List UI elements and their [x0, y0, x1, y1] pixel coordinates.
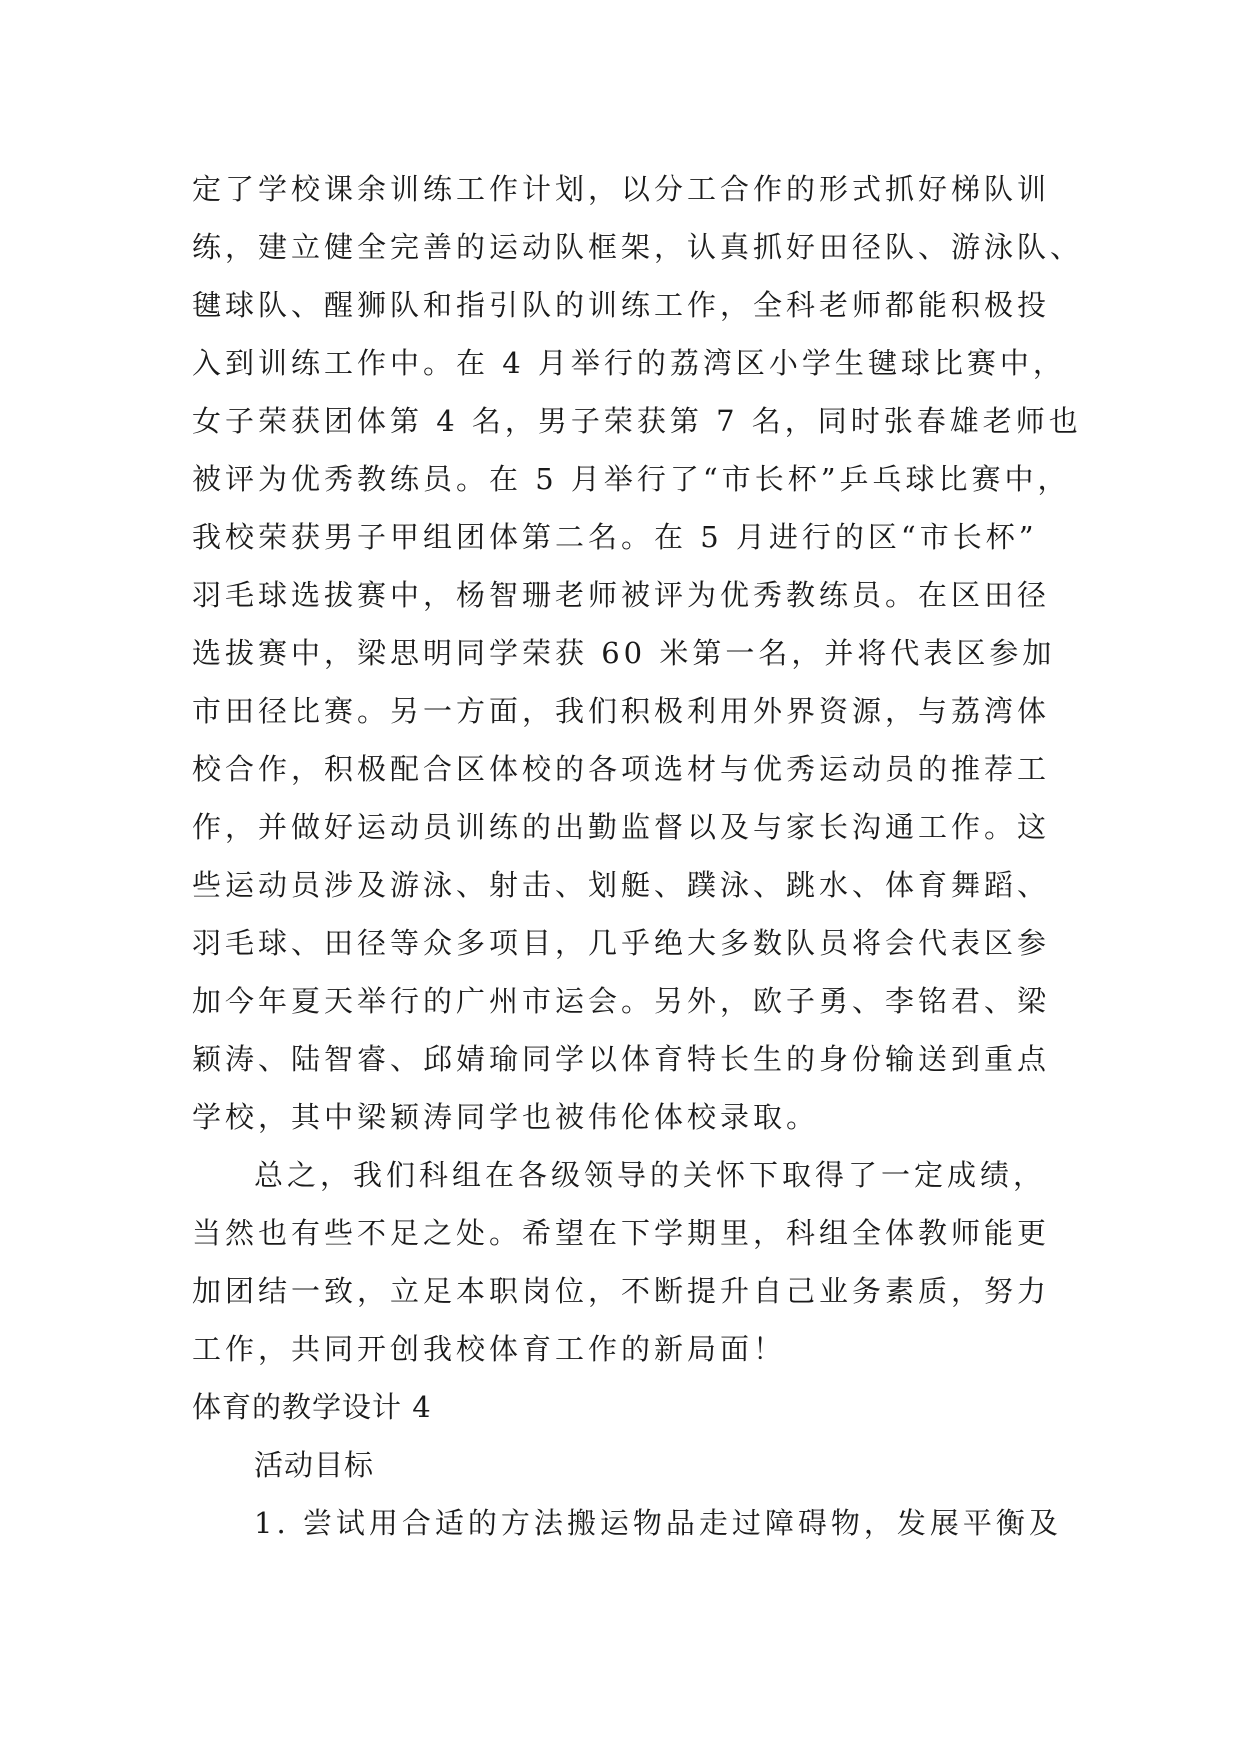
text-line: 作，并做好运动员训练的出勤监督以及与家长沟通工作。这 [192, 810, 1051, 844]
text-line: 入到训练工作中。在 4 月举行的荔湾区小学生毽球比赛中， [192, 346, 1066, 380]
document-body [192, 160, 1084, 1552]
text-line: 颖涛、陆智睿、邱婧瑜同学以体育特长生的身份输送到重点 [192, 1042, 1051, 1076]
text-line: 我校荣获男子甲组团体第二名。在 5 月进行的区“市长杯” [192, 520, 1038, 554]
text-line: 当然也有些不足之处。希望在下学期里，科组全体教师能更 [192, 1216, 1051, 1250]
text-line: 些运动员涉及游泳、射击、划艇、蹼泳、跳水、体育舞蹈、 [192, 868, 1051, 902]
text-line: 定了学校课余训练工作计划，以分工合作的形式抓好梯队训 [192, 172, 1051, 206]
text-line: 羽毛球、田径等众多项目，几乎绝大多数队员将会代表区参 [192, 926, 1051, 960]
text-line: 校合作，积极配合区体校的各项选材与优秀运动员的推荐工 [192, 752, 1051, 786]
list-item-1 [192, 1494, 1062, 1552]
text-line: 羽毛球选拔赛中，杨智珊老师被评为优秀教练员。在区田径 [192, 578, 1051, 612]
text-line: 市田径比赛。另一方面，我们积极利用外界资源，与荔湾体 [192, 694, 1051, 728]
text-line: 1. 尝试用合适的方法搬运物品走过障碍物，发展平衡及 [254, 1506, 1062, 1540]
paragraph-conclusion [192, 1146, 1052, 1378]
text-line: 工作，共同开创我校体育工作的新局面！ [192, 1332, 787, 1366]
text-line: 加团结一致，立足本职岗位，不断提升自己业务素质，努力 [192, 1274, 1051, 1308]
text-line: 练，建立健全完善的运动队框架，认真抓好田径队、游泳队、 [192, 230, 1084, 264]
section-title: 体育的教学设计 4 [192, 1390, 432, 1424]
text-line: 加今年夏天举行的广州市运会。另外，欧子勇、李铭君、梁 [192, 984, 1051, 1018]
paragraph-training-summary [192, 160, 1084, 1146]
text-line: 总之，我们科组在各级领导的关怀下取得了一定成绩， [254, 1158, 1047, 1192]
text-line: 选拔赛中，梁思明同学荣获 60 米第一名，并将代表区参加 [192, 636, 1056, 670]
text-line: 学校，其中梁颖涛同学也被伟伦体校录取。 [192, 1100, 820, 1134]
text-line: 毽球队、醒狮队和指引队的训练工作，全科老师都能积极投 [192, 288, 1051, 322]
text-line: 被评为优秀教练员。在 5 月举行了“市长杯”乒乓球比赛中， [192, 462, 1071, 496]
subheading-activity-goals: 活动目标 [254, 1448, 375, 1482]
text-line: 女子荣获团体第 4 名，男子荣获第 7 名，同时张春雄老师也 [192, 404, 1082, 438]
